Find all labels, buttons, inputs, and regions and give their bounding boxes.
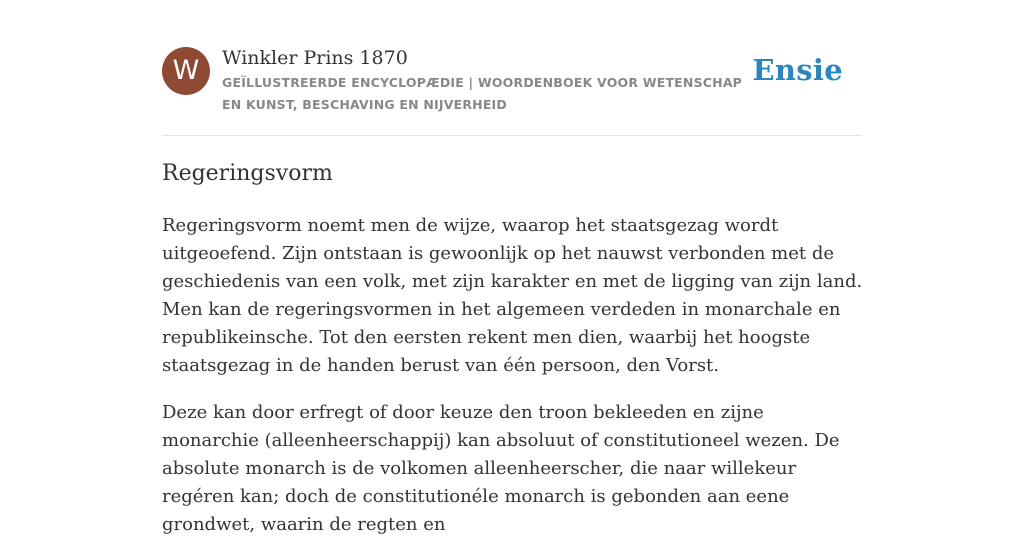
source-header — [162, 44, 862, 136]
source-subtitle: GEÏLLUSTREERDE ENCYCLOPÆDIE | WOORDENBOEK VOOR WETENSCHAP EN KUNST, BESCHAVING EN NIJVERHEID — [222, 75, 743, 112]
avatar[interactable]: W — [162, 47, 210, 95]
article-paragraph: Regeringsvorm noemt men de wijze, waarop het staatsgezag wordt uitgeoefend. Zijn ontstaan is gewoonlijk op het nauwst verbonden met de geschiedenis van een volk, met zijn karakter en met de ligging van zijn land. Men kan de regeringsvormen in het algemeen verdeden in monarchale en republikeinsche. Tot den eersten rekent men dien, waarbij het hoogste staatsgezag in de handen berust van één persoon, den Vorst. — [162, 215, 863, 376]
article-title: Regeringsvorm — [162, 161, 333, 186]
ensie-logo[interactable]: Ensie — [752, 53, 843, 87]
article-body — [162, 212, 864, 558]
source-title[interactable]: Winkler Prins 1870 — [222, 47, 408, 69]
article-paragraph: Deze kan door erfregt of door keuze den troon bekleeden en zijne monarchie (alleenheerschappij) kan absoluut of constitutioneel wezen. De absolute monarch is de volkomen alleenheerscher, die naar willekeur regéren kan; doch de constitutionéle monarch is gebonden aan eene grondwet, waarin de regten en — [162, 402, 840, 535]
